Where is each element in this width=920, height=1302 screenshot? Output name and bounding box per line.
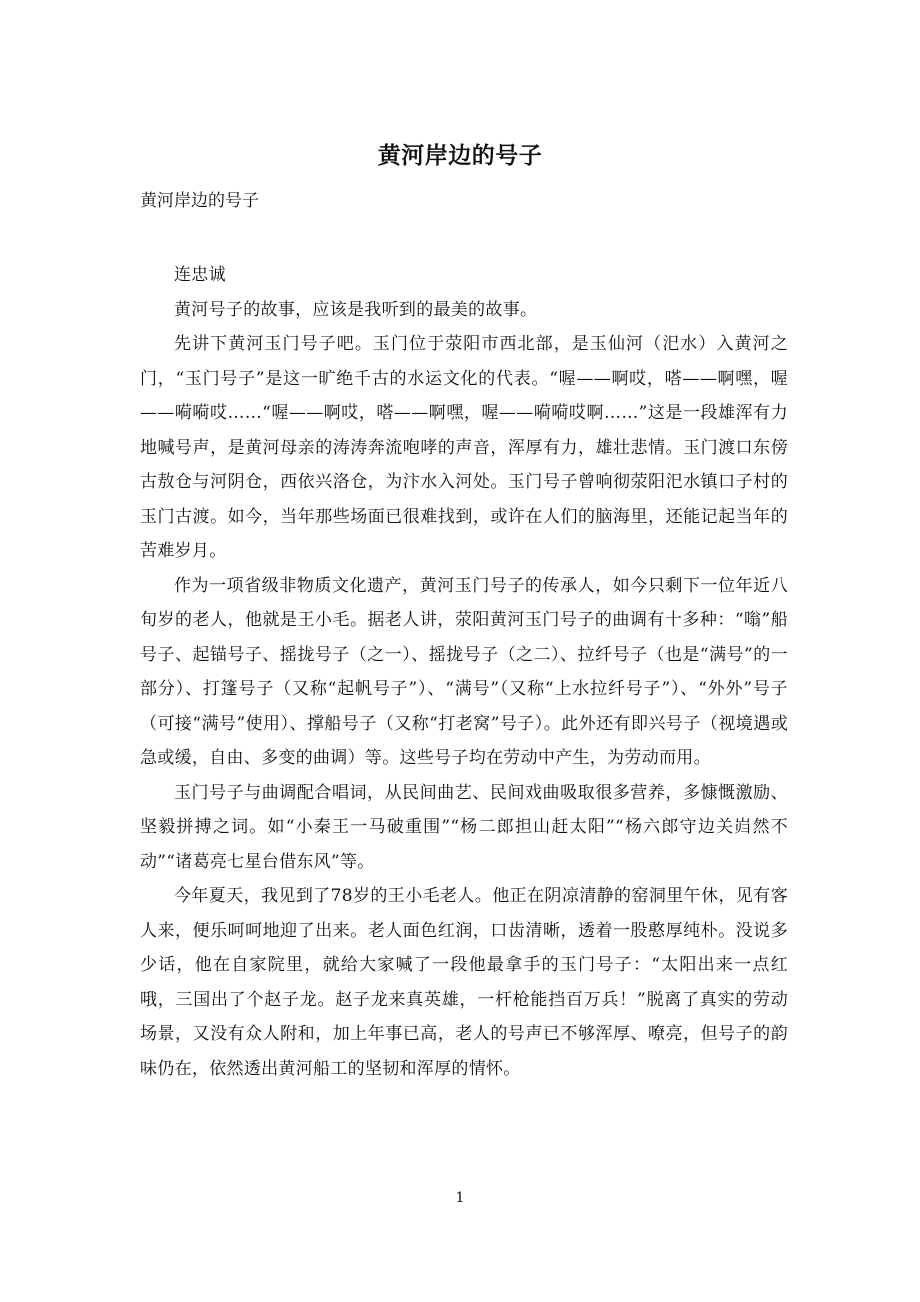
page-number: 1 [455,1190,465,1206]
page-title: 黄河岸边的号子 [377,142,543,169]
document-subtitle: 黄河岸边的号子 [140,191,259,211]
paragraph: 玉门号子与曲调配合唱词，从民间曲艺、民间戏曲吸取很多营养，多慷慨激励、坚毅拼搏之词。如“小秦王一马破重围”“杨二郎担山赶太阳”“杨六郎守边关岿然不动”“诸葛亮七星台借东风”等。 [140,782,788,872]
paragraph: 今年夏天，我见到了78岁的王小毛老人。他正在阴凉清静的窑洞里午休，见有客人来，便乐呵呵地迎了出来。老人面色红润，口齿清晰，透着一股憨厚纯朴。没说多少话，他在自家院里，就给大家喊了一段他最拿手的玉门号子：“太阳出来一点红哦，三国出了个赵子龙。赵子龙来真英雄，一杆枪能挡百万兵！”脱离了真实的劳动场景，又没有众人附和，加上年事已高，老人的号声已不够浑厚、嘹亮，但号子的韵味仍在，依然透出黄河船工的坚韧和浑厚的情怀。 [140,886,788,1079]
author-line: 连忠诚 [174,265,226,285]
paragraph: 先讲下黄河玉门号子吧。玉门位于荥阳市西北部，是玉仙河（汜水）入黄河之门，“玉门号子”是这一旷绝千古的水运文化的代表。“喔——啊哎，嗒——啊嘿，喔——嗬嗬哎……“喔——啊哎，嗒——啊嘿，喔——嗬嗬哎啊……”这是一段雄浑有力地喊号声，是黄河母亲的涛涛奔流咆哮的声音，浑厚有力，雄壮悲情。玉门渡口东傍古敖仓与河阴仓，西依兴洛仓，为汴水入河处。玉门号子曾响彻荥阳汜水镇口子村的玉门古渡。如今，当年那些场面已很难找到，或许在人们的脑海里，还能记起当年的苦难岁月。 [140,334,788,561]
paragraph: 作为一项省级非物质文化遗产，黄河玉门号子的传承人，如今只剩下一位年近八旬岁的老人，他就是王小毛。据老人讲，荥阳黄河玉门号子的曲调有十多种：“嗡”船号子、起锚号子、摇拢号子（之一）、摇拢号子（之二）、拉纤号子（也是“满号”的一部分）、打篷号子（又称“起帆号子”）、“满号”（又称“上水拉纤号子”）、“外外”号子（可接“满号”使用）、撑船号子（又称“打老窝”号子）。此外还有即兴号子（视境遇或急或缓，自由、多变的曲调）等。这些号子均在劳动中产生，为劳动而用。 [140,575,788,768]
paragraph: 黄河号子的故事，应该是我听到的最美的故事。 [174,299,538,320]
article-body [140,258,788,1086]
